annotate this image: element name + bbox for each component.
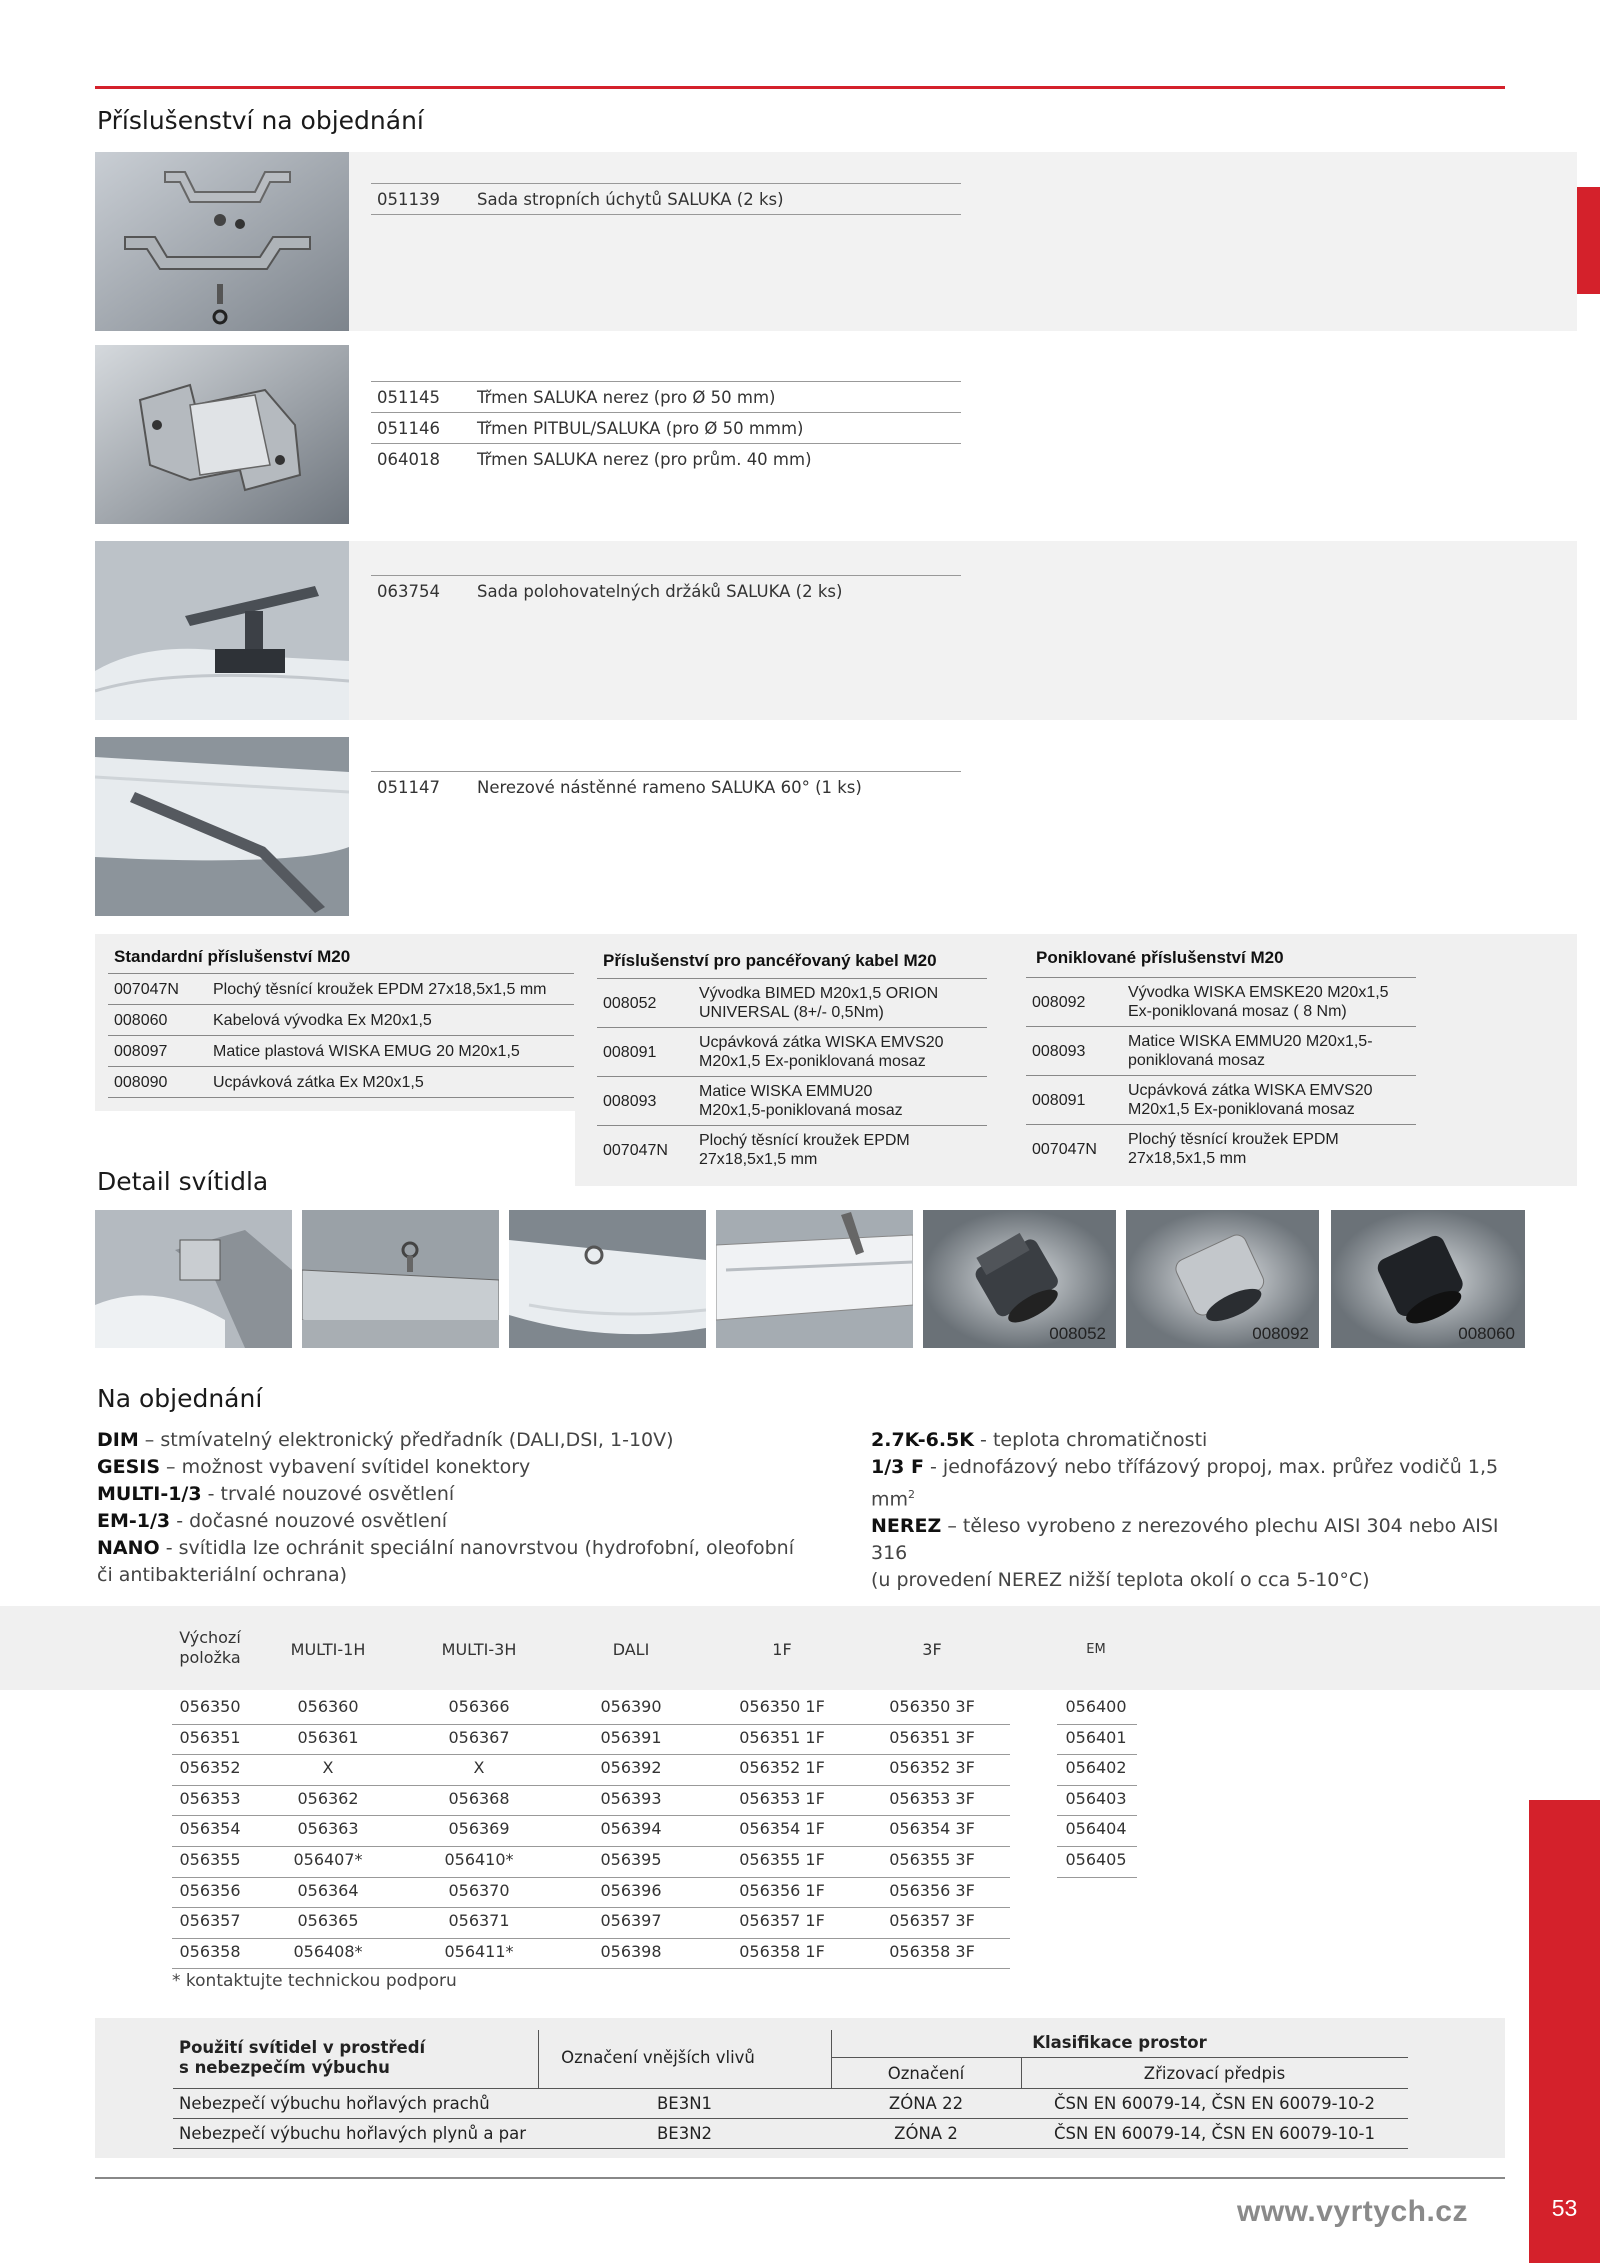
explosion-cell: Nebezpečí výbuchu hořlavých prachů (179, 2094, 490, 2113)
variants-footnote: * kontaktujte technickou podporu (172, 1971, 457, 1991)
armored-m20-title: Příslušenství pro pancéřovaný kabel M20 (603, 951, 937, 970)
item-code: 008092 (1026, 978, 1122, 1027)
variant-cell: X (473, 1758, 485, 1778)
variant-header: DALI (612, 1640, 650, 1659)
item-name-line2: 27x18,5x1,5 mm (1128, 1150, 1247, 1167)
row-divider (1057, 1754, 1137, 1755)
table-row (371, 382, 961, 413)
item-code: 064018 (377, 449, 440, 469)
item-code: 008090 (108, 1067, 207, 1098)
table-row (371, 413, 961, 444)
variant-cell: 056357 (179, 1911, 241, 1931)
item-name-line2: poniklovaná mosaz (1128, 1052, 1265, 1069)
item-name: Třmen SALUKA nerez (pro Ø 50 mm) (471, 382, 961, 413)
item-name-line1: Ucpávková zátka WISKA EMVS20 (1128, 1082, 1373, 1099)
table-row (371, 444, 961, 475)
variant-cell: 056396 (600, 1880, 662, 1900)
variant-cell: 056397 (600, 1911, 662, 1931)
item-code: 051145 (371, 382, 471, 413)
list-item: 2.7K-6.5K - teplota chromatičnosti (871, 1429, 1208, 1451)
list-item: GESIS – možnost vybavení svítidel konektory (97, 1456, 531, 1478)
variant-cell: 056403 (1065, 1788, 1127, 1808)
detail-heading: Detail svítidla (97, 1167, 269, 1196)
variant-cell: 056360 (297, 1697, 359, 1716)
table-row (108, 1067, 574, 1098)
row-divider (172, 1846, 1010, 1847)
table-row (108, 1036, 574, 1067)
header-rule (95, 86, 1505, 89)
item-name: Ucpávková zátka Ex M20x1,5 (207, 1067, 574, 1098)
variant-cell: 056367 (448, 1727, 510, 1747)
item-code: 008093 (597, 1077, 693, 1126)
armored-m20-table (597, 978, 987, 1174)
page-number: 53 (1551, 2195, 1578, 2221)
item-code: 008060 (108, 1005, 207, 1036)
variant-cell: 056352 1F (739, 1758, 825, 1778)
item-name: Plochý těsnící kroužek EPDM 27x18,5x1,5 mm (207, 974, 574, 1005)
explosion-h-marking: Označení vnějších vlivů (561, 2048, 755, 2067)
variant-cell: 056354 (179, 1819, 241, 1839)
order-right-list (871, 1427, 1531, 1594)
variant-cell: 056408* (293, 1941, 363, 1961)
item-code: 008091 (1026, 1076, 1122, 1125)
standard-m20-title: Standardní příslušenství M20 (114, 947, 351, 966)
variant-cell: 056362 (297, 1788, 359, 1808)
variant-cell: 056405 (1065, 1850, 1127, 1869)
wall-arm-photo (95, 737, 349, 916)
item-name-line1: Plochý těsnící kroužek EPDM (1128, 1131, 1339, 1148)
detail-code: 008052 (1049, 1324, 1106, 1343)
variant-cell: 056358 1F (739, 1941, 825, 1961)
table-row (371, 576, 961, 607)
variant-cell: 056410* (444, 1850, 514, 1869)
explosion-h-mark: Označení (887, 2064, 965, 2083)
adjustable-holder-photo (95, 541, 349, 720)
list-item-continuation: (u provedení NEREZ nižší teplota okolí o cca 5-10°C) (871, 1569, 1370, 1592)
divider (173, 2118, 1408, 2119)
variant-header: 3F (922, 1640, 942, 1659)
item-name-line1: Vývodka BIMED M20x1,5 ORION (699, 985, 939, 1002)
variant-cell: 056351 3F (889, 1727, 975, 1747)
table-row (1026, 1125, 1416, 1174)
row-divider (172, 1785, 1010, 1786)
item-name-line1: Matice WISKA EMMU20 (699, 1083, 873, 1100)
item-name-line2: UNIVERSAL (8+/- 0,5Nm) (699, 1004, 884, 1021)
variant-cell: 056350 (179, 1697, 241, 1716)
explosion-h-class: Klasifikace prostor (1032, 2033, 1207, 2052)
table-row (371, 184, 961, 215)
variant-cell: 056354 3F (889, 1819, 975, 1839)
gland-nickel-detail-photo (1126, 1210, 1319, 1348)
table-row (1026, 1027, 1416, 1076)
table-row (597, 1028, 987, 1077)
item-name: Sada stropních úchytů SALUKA (2 ks) (471, 184, 961, 215)
explosion-cell: BE3N1 (656, 2094, 713, 2113)
variant-cell: 056398 (600, 1941, 662, 1961)
variant-cell: 056391 (600, 1727, 662, 1747)
list-item: MULTI-1/3 - trvalé nouzové osvětlení (97, 1483, 455, 1505)
explosion-cell: ZÓNA 22 (888, 2094, 964, 2113)
item-name: Sada polohovatelných držáků SALUKA (2 ks) (471, 576, 961, 607)
item-name-line1: Matice WISKA EMMU20 M20x1,5- (1128, 1033, 1373, 1050)
item-code: 051139 (371, 184, 471, 215)
variant-cell: 056353 (179, 1788, 241, 1808)
variant-cell: 056350 1F (739, 1697, 825, 1716)
explosion-cell: BE3N2 (656, 2124, 713, 2143)
housing-white-detail-photo (509, 1210, 706, 1348)
variant-header: 1F (772, 1640, 792, 1659)
item-name-line1: Vývodka WISKA EMSKE20 M20x1,5 (1128, 984, 1389, 1001)
variant-header: Výchozí položka (179, 1628, 241, 1667)
accessory-table-3 (371, 575, 961, 606)
variant-cell: 056395 (600, 1850, 662, 1869)
variant-cell: 056401 (1065, 1727, 1127, 1747)
variant-cell: 056353 1F (739, 1788, 825, 1808)
variant-cell: 056370 (448, 1880, 510, 1900)
variant-cell: 056361 (297, 1727, 359, 1747)
footer-rule (95, 2177, 1505, 2179)
item-name: Kabelová vývodka Ex M20x1,5 (207, 1005, 574, 1036)
variant-cell: 056411* (444, 1941, 514, 1961)
item-code: 008052 (597, 979, 693, 1028)
list-item: NEREZ – těleso vyrobeno z nerezového plechu AISI 304 nebo AISI 316 (871, 1515, 1499, 1565)
mount-detail-photo (95, 1210, 292, 1348)
nickel-m20-title: Poniklované příslušenství M20 (1036, 948, 1284, 967)
explosion-cell: ČSN EN 60079-14, ČSN EN 60079-10-2 (1053, 2094, 1375, 2113)
variant-cell: 056353 3F (889, 1788, 975, 1808)
order-left-list (97, 1427, 817, 1589)
row-divider (1057, 1815, 1137, 1816)
table-row (1026, 1076, 1416, 1125)
variant-cell: X (322, 1758, 334, 1778)
table-row (597, 1126, 987, 1175)
variant-cell: 056364 (297, 1880, 359, 1900)
variant-cell: 056356 3F (889, 1880, 975, 1900)
explosion-cell: Nebezpečí výbuchu hořlavých plynů a par (179, 2124, 527, 2143)
clamp-bracket-photo (95, 345, 349, 524)
explosion-cell: ZÓNA 2 (894, 2124, 958, 2143)
item-name: Třmen SALUKA nerez (pro prům. 40 mm) (477, 449, 812, 469)
variant-cell: 056352 3F (889, 1758, 975, 1778)
row-divider (172, 1724, 1010, 1725)
variant-cell: 056351 (179, 1727, 241, 1747)
website-link[interactable]: www.vyrtych.cz (1237, 2195, 1468, 2228)
variant-cell: 056354 1F (739, 1819, 825, 1839)
item-code: 008091 (597, 1028, 693, 1077)
item-name-line1: Ucpávková zátka WISKA EMVS20 (699, 1034, 944, 1051)
explosion-table (173, 2030, 1408, 2150)
clips-detail-photo (716, 1210, 913, 1348)
gland-detail-photo (923, 1210, 1116, 1348)
row-divider (172, 1968, 1010, 1969)
variant-cell: 056366 (448, 1697, 510, 1716)
list-item: NANO - svítidla lze ochránit speciální nanovrstvou (hydrofobní, oleofobní (97, 1537, 794, 1559)
item-name-line2: M20x1,5 Ex-poniklovaná mosaz (1128, 1101, 1355, 1118)
accessory-table-2 (371, 381, 961, 474)
variant-cell: 056402 (1065, 1758, 1127, 1778)
row-divider (1057, 1724, 1137, 1725)
variant-header: MULTI-3H (441, 1640, 517, 1659)
variant-cell: 056363 (297, 1819, 359, 1839)
variant-cell: 056356 1F (739, 1880, 825, 1900)
variant-cell: 056371 (448, 1911, 510, 1931)
nickel-m20-table (1026, 977, 1416, 1173)
variant-cell: 056355 (179, 1850, 241, 1869)
variant-cell: 056352 (179, 1758, 241, 1778)
accessory-table-4 (371, 771, 961, 802)
variant-cell: 056358 (179, 1941, 241, 1961)
variant-cell: 056357 3F (889, 1911, 975, 1931)
order-heading: Na objednání (97, 1384, 263, 1413)
accessory-table-1 (371, 183, 961, 215)
detail-code: 008060 (1458, 1324, 1515, 1343)
variant-cell: 056394 (600, 1819, 662, 1839)
item-name: Třmen PITBUL/SALUKA (pro Ø 50 mmm) (471, 413, 961, 444)
item-code: 063754 (371, 576, 471, 607)
item-name-line2: M20x1,5-poniklovaná mosaz (699, 1102, 903, 1119)
variant-cell: 056407* (293, 1850, 363, 1869)
accessories-heading: Příslušenství na objednání (97, 106, 424, 135)
variant-header: EM (1086, 1642, 1106, 1657)
row-divider (1057, 1846, 1137, 1847)
row-divider (172, 1754, 1010, 1755)
section-tab-bottom (1529, 1800, 1600, 2263)
item-code: 007047N (108, 974, 207, 1005)
table-row (1026, 978, 1416, 1027)
variant-cell: 056365 (297, 1911, 359, 1931)
row-divider (172, 1938, 1010, 1939)
item-name-line2: 27x18,5x1,5 mm (699, 1151, 818, 1168)
variant-cell: 056350 3F (889, 1697, 975, 1716)
variant-cell: 056393 (600, 1788, 662, 1808)
item-name-line2: M20x1,5 Ex-poniklovaná mosaz (699, 1053, 926, 1070)
detail-code: 008092 (1252, 1324, 1309, 1343)
variant-cell: 056355 1F (739, 1850, 825, 1869)
variant-cell: 056369 (448, 1819, 510, 1839)
item-code: 008093 (1026, 1027, 1122, 1076)
item-code: 008097 (108, 1036, 207, 1067)
variant-cell: 056356 (179, 1880, 241, 1900)
row-divider (172, 1815, 1010, 1816)
variant-cell: 056368 (448, 1788, 510, 1808)
housing-steel-detail-photo (302, 1210, 499, 1348)
explosion-cell: ČSN EN 60079-14, ČSN EN 60079-10-1 (1053, 2124, 1375, 2143)
item-name: Nerezové nástěnné rameno SALUKA 60° (1 ks) (471, 772, 961, 803)
table-row (108, 974, 574, 1005)
item-code: 051146 (371, 413, 471, 444)
item-code: 051147 (371, 772, 471, 803)
item-name: Matice plastová WISKA EMUG 20 M20x1,5 (207, 1036, 574, 1067)
item-code: 007047N (597, 1126, 693, 1175)
variant-cell: 056392 (600, 1758, 662, 1778)
ceiling-brackets-photo (95, 152, 349, 331)
list-item: EM-1/3 - dočasné nouzové osvětlení (97, 1510, 448, 1532)
divider (831, 2057, 1408, 2058)
item-name-line2: Ex-poniklovaná mosaz ( 8 Nm) (1128, 1003, 1347, 1020)
divider (173, 2088, 1408, 2089)
variant-cell: 056351 1F (739, 1727, 825, 1747)
row-divider (172, 1877, 1010, 1878)
variant-cell: 056390 (600, 1697, 662, 1716)
explosion-h-use: Použití svítidel v prostředí s nebezpečím výbuchu (179, 2038, 426, 2077)
gland-black-detail-photo (1331, 1210, 1525, 1348)
divider (173, 2148, 1408, 2149)
variant-header: MULTI-1H (290, 1640, 366, 1659)
table-row (108, 1005, 574, 1036)
variant-cell: 056355 3F (889, 1850, 975, 1869)
variant-cell: 056358 3F (889, 1941, 975, 1961)
row-divider (1057, 1877, 1137, 1878)
variant-cell: 056400 (1065, 1697, 1127, 1716)
standard-m20-table (108, 973, 574, 1098)
variant-cell: 056357 1F (739, 1911, 825, 1931)
item-code: 007047N (1026, 1125, 1122, 1174)
list-item: DIM – stmívatelný elektronický předřadník (DALI,DSI, 1-10V) (97, 1429, 674, 1451)
explosion-h-rule: Zřizovací předpis (1143, 2064, 1286, 2083)
table-row (597, 1077, 987, 1126)
row-divider (172, 1907, 1010, 1908)
row-divider (1057, 1785, 1137, 1786)
list-item: 1/3 F - jednofázový nebo třífázový propoj, max. průřez vodičů 1,5 $mm^2$ (871, 1456, 1499, 1511)
table-row (371, 772, 961, 803)
item-name-line1: Plochý těsnící kroužek EPDM (699, 1132, 910, 1149)
list-item-continuation: či antibakteriální ochrana) (97, 1564, 348, 1586)
variant-cell: 056404 (1065, 1819, 1127, 1839)
table-row (597, 979, 987, 1028)
